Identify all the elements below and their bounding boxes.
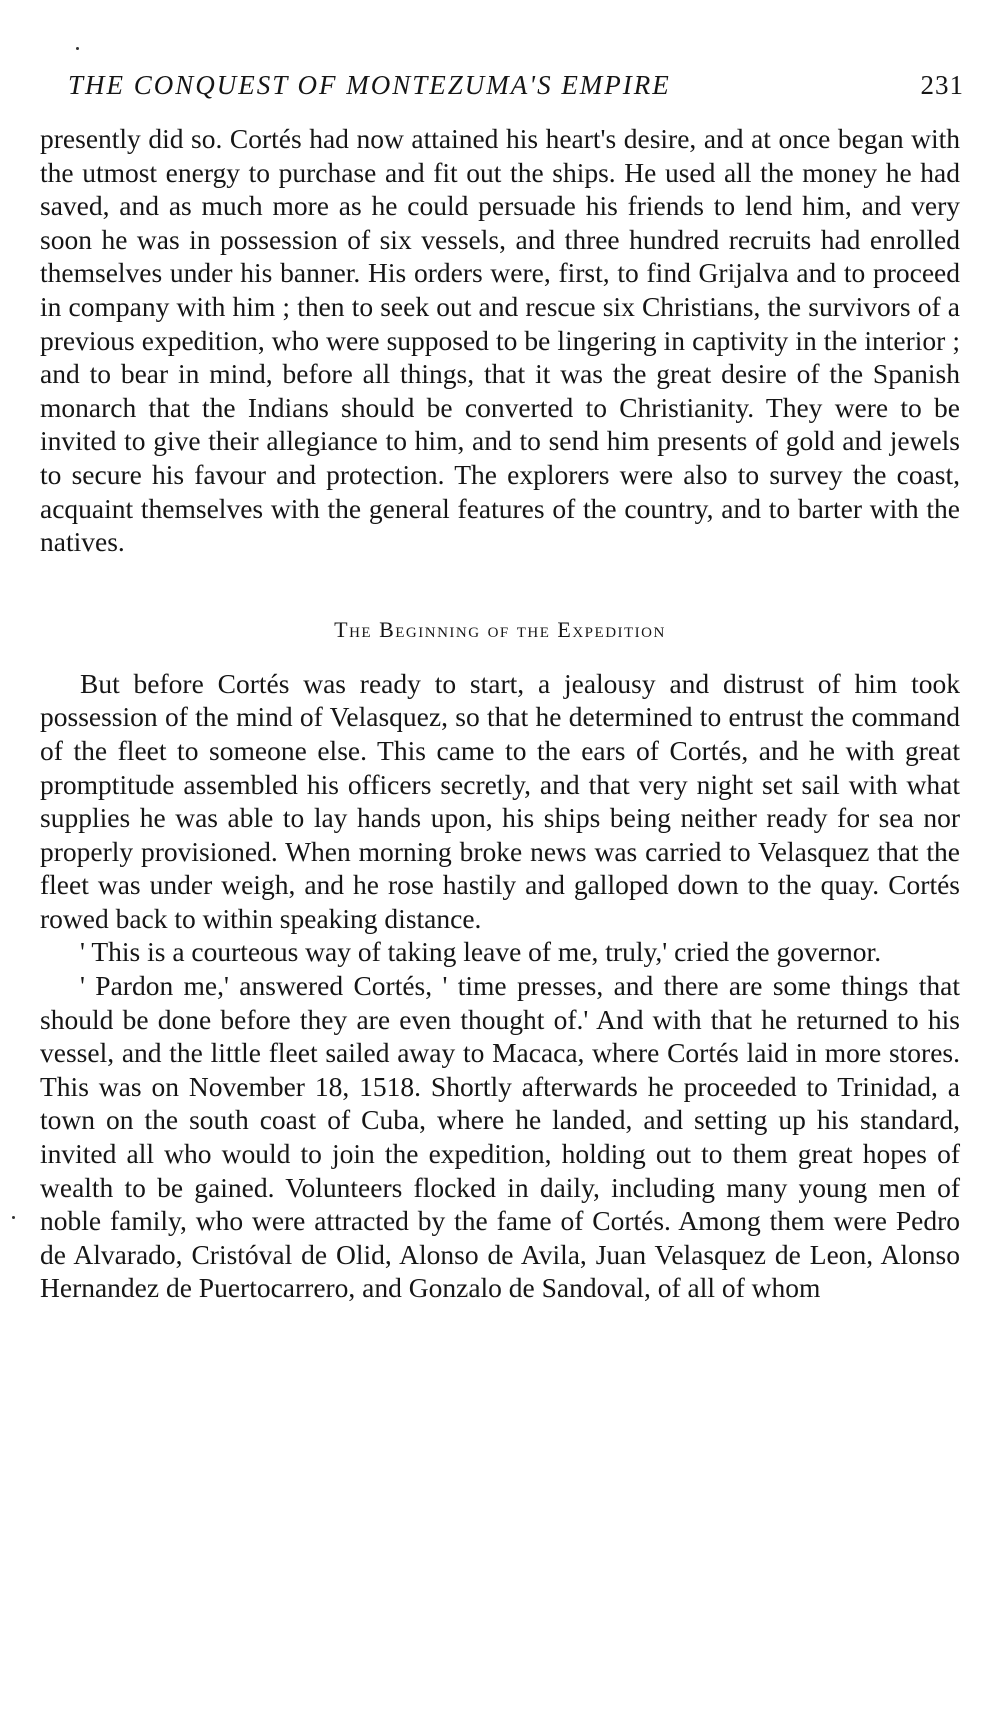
paragraph-dialogue: ' This is a courteous way of taking leave of me, truly,' cried the governor. bbox=[80, 936, 882, 968]
section-heading: The Beginning of the Expedition bbox=[334, 616, 666, 642]
running-title: THE CONQUEST OF MONTEZUMA'S EMPIRE bbox=[68, 70, 671, 100]
paragraph-continued: presently did so. Cortés had now attained his heart's desire, and at once began with the utmost energy to purchase and fit out the ships. He used all the money he had saved, and as much more as he could persuade his friends to lend him, and very soon he was in possession of six vessels, and three hundred recruits had enrolled themselves under his banner. His orders were, first, to find Grijalva and to proceed in company with him ; then to seek out and rescue six Christians, the survivors of a previous expedition, who were supposed to be lingering in captivity in the interior ; and to bear in mind, before all things, that it was the great desire of the Spanish monarch that the Indians should be converted to Christianity. They were to be invited to give their allegiance to him, and to send him presents of gold and jewels to secure his favour and protection. The explorers were also to survey the coast, acquaint themselves with the general features of the country, and to barter with the natives. bbox=[40, 123, 960, 558]
book-page bbox=[40, 66, 964, 1305]
running-head bbox=[40, 66, 964, 110]
margin-speck-top bbox=[76, 47, 79, 50]
paragraph-dialogue: ' Pardon me,' answered Cortés, ' time presses, and there are some things that should be done before they are even thought of.' And with that he returned to his vessel, and the little fleet sailed away to Macaca, where Cortés laid in more stores. This was on November 18, 1518. Shortly afterwards he proceeded to Trinidad, a town on the south coast of Cuba, where he landed, and setting up his standard, invited all who would to join the expedition, holding out to them great hopes of wealth to be gained. Volunteers flocked in daily, including many young men of noble family, who were attracted by the fame of Cortés. Among them were Pedro de Alvarado, Cristóval de Olid, Alonso de Avila, Juan Velasquez de Leon, Alonso Hernandez de Puertocarrero, and Gonzalo de Sandoval, of all of whom bbox=[40, 970, 960, 1304]
paragraph: But before Cortés was ready to start, a jealousy and distrust of him took possession of the mind of Velasquez, so that he determined to entrust the command of the fleet to someone else. This came to the ears of Cortés, and he with great promptitude assembled his officers secretly, and that very night set sail with what supplies he was able to lay hands upon, his ships being neither ready for sea nor properly provisioned. When morning broke news was carried to Velasquez that the fleet was under weigh, and he rose hastily and galloped down to the quay. Cortés rowed back to within speaking distance. bbox=[40, 667, 960, 934]
page-number: 231 bbox=[920, 70, 964, 100]
margin-speck-left bbox=[12, 1216, 15, 1219]
